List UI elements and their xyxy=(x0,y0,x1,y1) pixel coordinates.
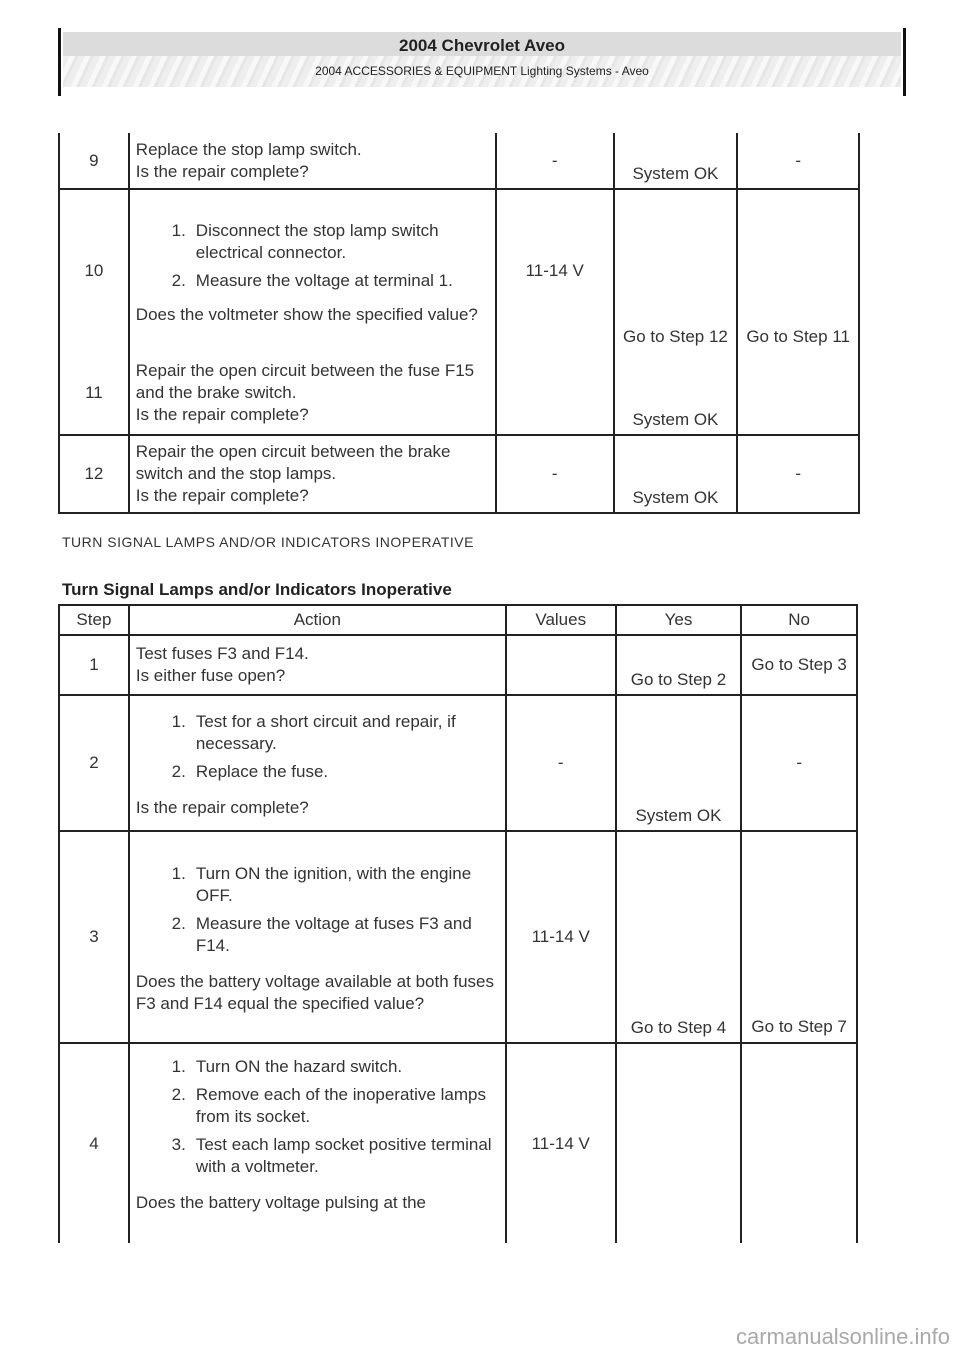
yes-cell xyxy=(616,1043,742,1243)
header-yes: Yes xyxy=(616,605,742,635)
yes-cell: System OK xyxy=(614,435,738,513)
values-cell: 11-14 V xyxy=(506,831,616,1043)
action-cell xyxy=(129,695,506,831)
action-question: Does the battery voltage available at both fuses F3 and F14 equal the specified value? xyxy=(135,972,495,1013)
action-cell xyxy=(129,133,496,189)
action-cell xyxy=(129,351,496,435)
step-cell: 3 xyxy=(59,831,129,1043)
list-item: 1. Turn ON the ignition, with the engine OFF. xyxy=(171,864,472,905)
yes-cell: System OK xyxy=(616,695,742,831)
action-line: Repair the open circuit between the fuse F15 and the brake switch. xyxy=(135,360,475,402)
list-item: 2. Measure the voltage at terminal 1. xyxy=(171,270,453,290)
action-question: Is either fuse open? xyxy=(135,666,286,685)
action-question: Is the repair complete? xyxy=(135,798,309,817)
table-row xyxy=(59,1043,857,1243)
yes-cell: Go to Step 12 xyxy=(614,189,738,351)
table-row xyxy=(59,831,857,1043)
action-cell xyxy=(129,635,506,695)
list-item: 1. Test for a short circuit and repair, if necessary. xyxy=(171,712,456,753)
action-question: Is the repair complete? xyxy=(135,486,309,505)
yes-cell: Go to Step 2 xyxy=(616,635,742,695)
action-question: Does the battery voltage pulsing at the xyxy=(135,1193,426,1212)
header-right-rule xyxy=(903,28,906,96)
action-cell xyxy=(129,189,496,351)
table-row xyxy=(59,695,857,831)
table-row xyxy=(59,435,859,513)
no-cell xyxy=(741,1043,857,1243)
action-question: Is the repair complete? xyxy=(135,404,309,424)
list-item: 2. Measure the voltage at fuses F3 and F14. xyxy=(171,914,472,955)
step-cell: 11 xyxy=(59,351,129,435)
table-title: Turn Signal Lamps and/or Indicators Inoperative xyxy=(62,580,452,599)
step-cell: 1 xyxy=(59,635,129,695)
no-cell: - xyxy=(741,695,857,831)
header-step: Step xyxy=(59,605,129,635)
list-item: 1. Disconnect the stop lamp switch electrical connector. xyxy=(171,220,439,262)
page-header xyxy=(58,28,906,94)
table-header-row xyxy=(59,605,857,635)
action-cell xyxy=(129,1043,506,1243)
step-cell: 12 xyxy=(59,435,129,513)
table-row xyxy=(59,189,859,351)
action-steps xyxy=(130,1056,505,1178)
yes-cell: Go to Step 4 xyxy=(616,831,742,1043)
header-no: No xyxy=(741,605,857,635)
action-line: Repair the open circuit between the brake switch and the stop lamps. xyxy=(135,442,451,483)
no-cell: - xyxy=(737,133,859,189)
action-steps xyxy=(130,711,505,783)
turn-signal-diagnostic-table xyxy=(58,604,858,1243)
header-action: Action xyxy=(129,605,506,635)
list-item: 2. Replace the fuse. xyxy=(171,762,329,781)
step-cell: 10 xyxy=(59,189,129,351)
step-cell: 9 xyxy=(59,133,129,189)
values-cell xyxy=(506,635,616,695)
yes-cell: System OK xyxy=(614,351,738,435)
stoplamp-diagnostic-table xyxy=(58,133,860,514)
action-line: Test fuses F3 and F14. xyxy=(135,644,309,663)
yes-cell: System OK xyxy=(614,133,738,189)
section-caption: TURN SIGNAL LAMPS AND/OR INDICATORS INOPERATIVE xyxy=(62,534,474,550)
no-cell xyxy=(737,351,859,435)
values-cell: 11-14 V xyxy=(496,189,614,351)
header-values: Values xyxy=(506,605,616,635)
table-row xyxy=(59,351,859,435)
no-cell: Go to Step 7 xyxy=(741,831,857,1043)
no-cell: - xyxy=(737,435,859,513)
action-steps xyxy=(130,220,495,292)
action-cell xyxy=(129,831,506,1043)
action-question: Is the repair complete? xyxy=(135,161,309,181)
values-cell: - xyxy=(506,695,616,831)
site-watermark: carmanualsonline.info xyxy=(735,1324,950,1349)
header-left-rule xyxy=(58,28,61,96)
document-title: 2004 Chevrolet Aveo xyxy=(63,32,901,60)
list-item: 3. Test each lamp socket positive terminal with a voltmeter. xyxy=(171,1135,492,1176)
values-cell: - xyxy=(496,435,614,513)
action-line: Replace the stop lamp switch. xyxy=(135,139,362,159)
values-cell xyxy=(496,351,614,435)
action-question: Does the voltmeter show the specified value? xyxy=(135,304,478,324)
no-cell: Go to Step 3 xyxy=(741,635,857,695)
step-cell: 4 xyxy=(59,1043,129,1243)
table-row xyxy=(59,635,857,695)
step-cell: 2 xyxy=(59,695,129,831)
table-row xyxy=(59,133,859,189)
list-item: 2. Remove each of the inoperative lamps from its socket. xyxy=(171,1085,486,1126)
values-cell: - xyxy=(496,133,614,189)
action-steps xyxy=(130,863,505,957)
document-subtitle: 2004 ACCESSORIES & EQUIPMENT Lighting Systems - Aveo xyxy=(63,56,901,87)
action-cell xyxy=(129,435,496,513)
list-item: 1. Turn ON the hazard switch. xyxy=(171,1057,403,1076)
values-cell: 11-14 V xyxy=(506,1043,616,1243)
no-cell: Go to Step 11 xyxy=(737,189,859,351)
